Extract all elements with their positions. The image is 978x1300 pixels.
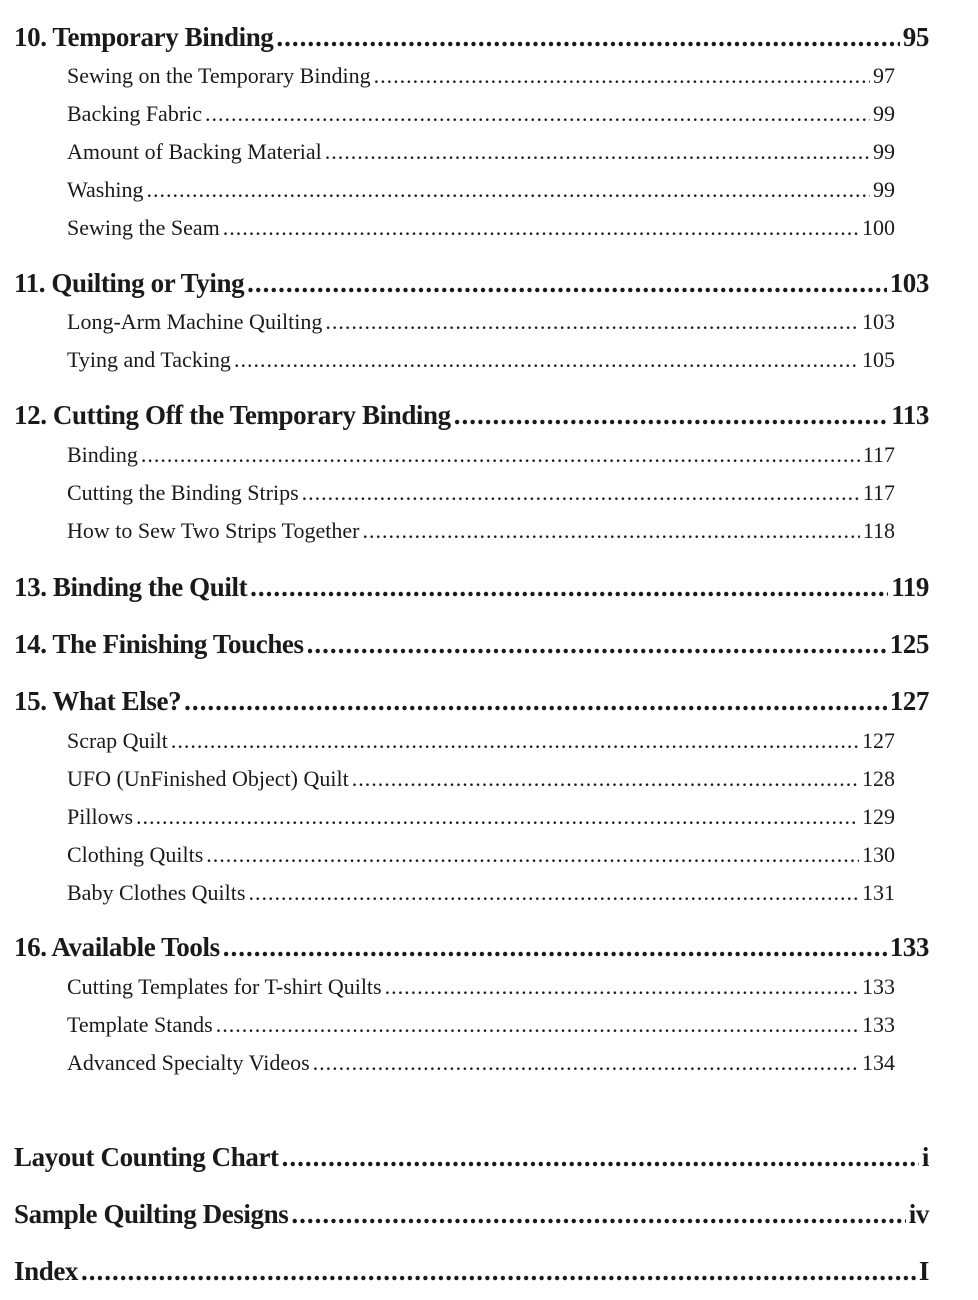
entry-title: 14. The Finishing Touches — [14, 629, 304, 659]
page-number: iv — [908, 1199, 929, 1229]
dot-leader — [223, 215, 859, 241]
page-number: I — [918, 1256, 929, 1286]
dot-leader — [282, 1142, 919, 1173]
toc-section-entry — [67, 766, 895, 792]
dot-leader — [325, 139, 870, 165]
entry-title: 10. Temporary Binding — [14, 22, 274, 52]
dot-leader — [325, 309, 859, 335]
dot-leader — [363, 518, 860, 544]
dot-leader — [216, 1012, 859, 1038]
entry-title: Cutting the Binding Strips — [67, 480, 299, 505]
page-number: 105 — [862, 347, 895, 372]
toc-section-entry — [67, 177, 895, 203]
entry-title: Amount of Backing Material — [67, 139, 322, 164]
page-number: 119 — [891, 572, 929, 602]
entry-title: 11. Quilting or Tying — [14, 268, 245, 298]
dot-leader — [234, 347, 859, 373]
entry-title: Cutting Templates for T-shirt Quilts — [67, 974, 382, 999]
page-number: 133 — [862, 1012, 895, 1037]
dot-leader — [302, 480, 860, 506]
entry-title: Pillows — [67, 804, 134, 829]
toc-chapter-entry — [14, 629, 929, 660]
dot-leader — [374, 63, 870, 89]
entry-title: Clothing Quilts — [67, 842, 204, 867]
dot-leader — [313, 1050, 859, 1076]
toc-section-entry — [67, 880, 895, 906]
entry-title: 16. Available Tools — [14, 932, 220, 962]
page-number: 128 — [862, 766, 895, 791]
entry-title: UFO (UnFinished Object) Quilt — [67, 766, 349, 791]
entry-title: 12. Cutting Off the Temporary Binding — [14, 400, 451, 430]
toc-section-entry — [67, 139, 895, 165]
toc-section-entry — [67, 215, 895, 241]
toc-section-entry — [67, 842, 895, 868]
dot-leader — [250, 572, 888, 603]
dot-leader — [81, 1256, 916, 1287]
page-number: 133 — [862, 974, 895, 999]
dot-leader — [291, 1199, 905, 1230]
page-number: 125 — [889, 629, 929, 659]
toc-chapter-entry — [14, 686, 929, 717]
entry-title: Scrap Quilt — [67, 728, 168, 753]
dot-leader — [352, 766, 859, 792]
toc-section-entry — [67, 442, 895, 468]
page-number: 113 — [891, 400, 929, 430]
toc-section-entry — [67, 101, 895, 127]
page-number: 117 — [862, 480, 895, 505]
toc-section-entry — [67, 974, 895, 1000]
entry-title: Index — [14, 1256, 79, 1286]
toc-chapter-entry — [14, 268, 929, 299]
toc-chapter-entry — [14, 400, 929, 431]
toc-chapter-entry — [14, 572, 929, 603]
page-number: 99 — [873, 139, 895, 164]
dot-leader — [385, 974, 859, 1000]
entry-title: Long-Arm Machine Quilting — [67, 309, 323, 334]
entry-title: Sample Quilting Designs — [14, 1199, 289, 1229]
toc-chapter-entry — [14, 1142, 929, 1173]
toc-section-entry — [67, 1050, 895, 1076]
page-number: 133 — [889, 932, 929, 962]
page-number: 103 — [862, 309, 895, 334]
entry-title: Sewing the Seam — [67, 215, 220, 240]
page-number: 118 — [862, 518, 895, 543]
toc-section-entry — [67, 347, 895, 373]
entry-title: Advanced Specialty Videos — [67, 1050, 310, 1075]
entry-title: Binding — [67, 442, 138, 467]
page-number: 99 — [873, 101, 895, 126]
page-number: 99 — [873, 177, 895, 202]
toc-section-entry — [67, 480, 895, 506]
entry-title: Sewing on the Temporary Binding — [67, 63, 371, 88]
page-number: 95 — [902, 22, 929, 52]
toc-section-entry — [67, 1012, 895, 1038]
dot-leader — [454, 400, 888, 431]
toc-section-entry — [67, 518, 895, 544]
toc-chapter-entry — [14, 22, 929, 53]
entry-title: Backing Fabric — [67, 101, 203, 126]
page-number: 117 — [862, 442, 895, 467]
entry-title: 13. Binding the Quilt — [14, 572, 248, 602]
entry-title: Washing — [67, 177, 144, 202]
toc-section-entry — [67, 804, 895, 830]
entry-title: Baby Clothes Quilts — [67, 880, 246, 905]
toc-section-entry — [67, 728, 895, 754]
dot-leader — [136, 804, 859, 830]
dot-leader — [206, 842, 859, 868]
entry-title: 15. What Else? — [14, 686, 182, 716]
dot-leader — [247, 268, 887, 299]
page-number: 103 — [889, 268, 929, 298]
dot-leader — [146, 177, 870, 203]
dot-leader — [184, 686, 887, 717]
entry-title: How to Sew Two Strips Together — [67, 518, 360, 543]
page-number: 127 — [889, 686, 929, 716]
toc-chapter-entry — [14, 932, 929, 963]
dot-leader — [141, 442, 860, 468]
entry-title: Tying and Tacking — [67, 347, 231, 372]
page-number: 127 — [862, 728, 895, 753]
page-number: 131 — [862, 880, 895, 905]
page-number: 100 — [862, 215, 895, 240]
dot-leader — [205, 101, 870, 127]
toc-section-entry — [67, 309, 895, 335]
dot-leader — [276, 22, 899, 53]
entry-title: Layout Counting Chart — [14, 1142, 279, 1172]
dot-leader — [223, 932, 887, 963]
dot-leader — [248, 880, 859, 906]
entry-title: Template Stands — [67, 1012, 213, 1037]
page-number: 134 — [862, 1050, 895, 1075]
toc-section-entry — [67, 63, 895, 89]
dot-leader — [307, 629, 887, 660]
dot-leader — [171, 728, 859, 754]
page-number: i — [921, 1142, 929, 1172]
toc-chapter-entry — [14, 1256, 929, 1287]
page-number: 130 — [862, 842, 895, 867]
page-number: 97 — [873, 63, 895, 88]
page-number: 129 — [862, 804, 895, 829]
toc-chapter-entry — [14, 1199, 929, 1230]
